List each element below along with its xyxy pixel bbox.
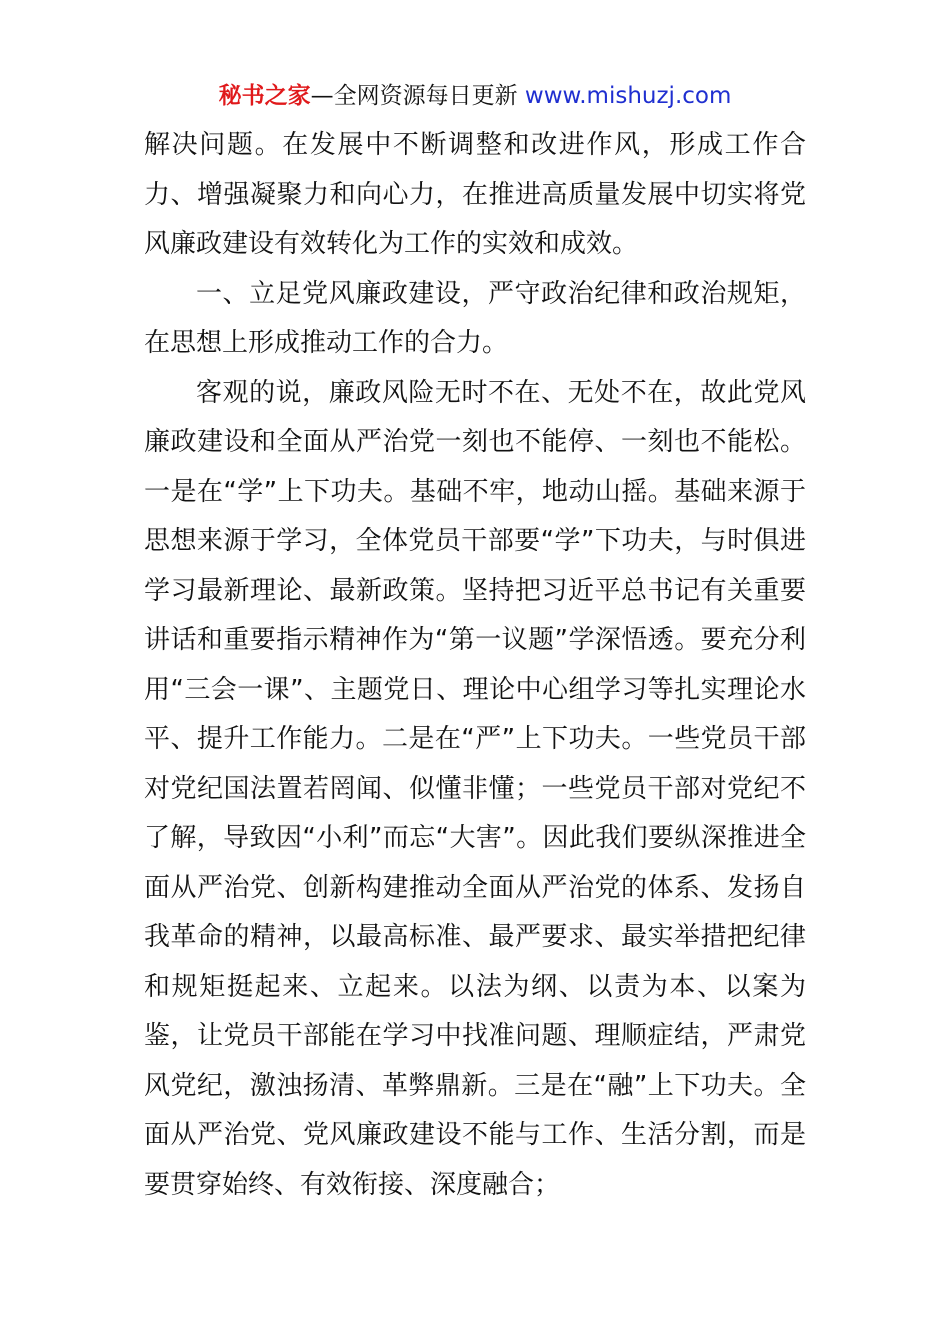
site-brand: 秘书之家 — [218, 83, 311, 109]
site-url[interactable]: www.mishuzj.com — [524, 83, 732, 109]
section-heading-1: 一、立足党风廉政建设，严守政治纪律和政治规矩，在思想上形成推动工作的合力。 — [144, 278, 806, 358]
document-body — [144, 121, 806, 1210]
site-tagline: —全网资源每日更新 — [310, 83, 525, 109]
paragraph-body: 客观的说，廉政风险无时不在、无处不在，故此党风廉政建设和全面从严治党一刻也不能停、一刻也不能松。一是在“学”上下功夫。基础不牢，地动山摇。基础来源于思想来源于学习，全体党员干部要“学”下功夫，与时俱进学习最新理论、最新政策。坚持把习近平总书记有关重要讲话和重要指示精神作为“第一议题”学深悟透。要充分利用“三会一课”、主题党日、理论中心组学习等扎实理论水平、提升工作能力。二是在“严”上下功夫。一些党员干部对党纪国法置若罔闻、似懂非懂；一些党员干部对党纪不了解，导致因“小利”而忘“大害”。因此我们要纵深推进全面从严治党、创新构建推动全面从严治党的体系、发扬自我革命的精神，以最高标准、最严要求、最实举措把纪律和规矩挺起来、立起来。以法为纲、以责为本、以案为鉴，让党员干部能在学习中找准问题、理顺症结，严肃党风党纪，激浊扬清、革弊鼎新。三是在“融”上下功夫。全面从严治党、党风廉政建设不能与工作、生活分割，而是要贯穿始终、有效衔接、深度融合； — [144, 377, 806, 1200]
paragraph-continuation: 解决问题。在发展中不断调整和改进作风，形成工作合力、增强凝聚力和向心力，在推进高质量发展中切实将党风廉政建设有效转化为工作的实效和成效。 — [144, 130, 806, 259]
page-header — [0, 80, 950, 112]
